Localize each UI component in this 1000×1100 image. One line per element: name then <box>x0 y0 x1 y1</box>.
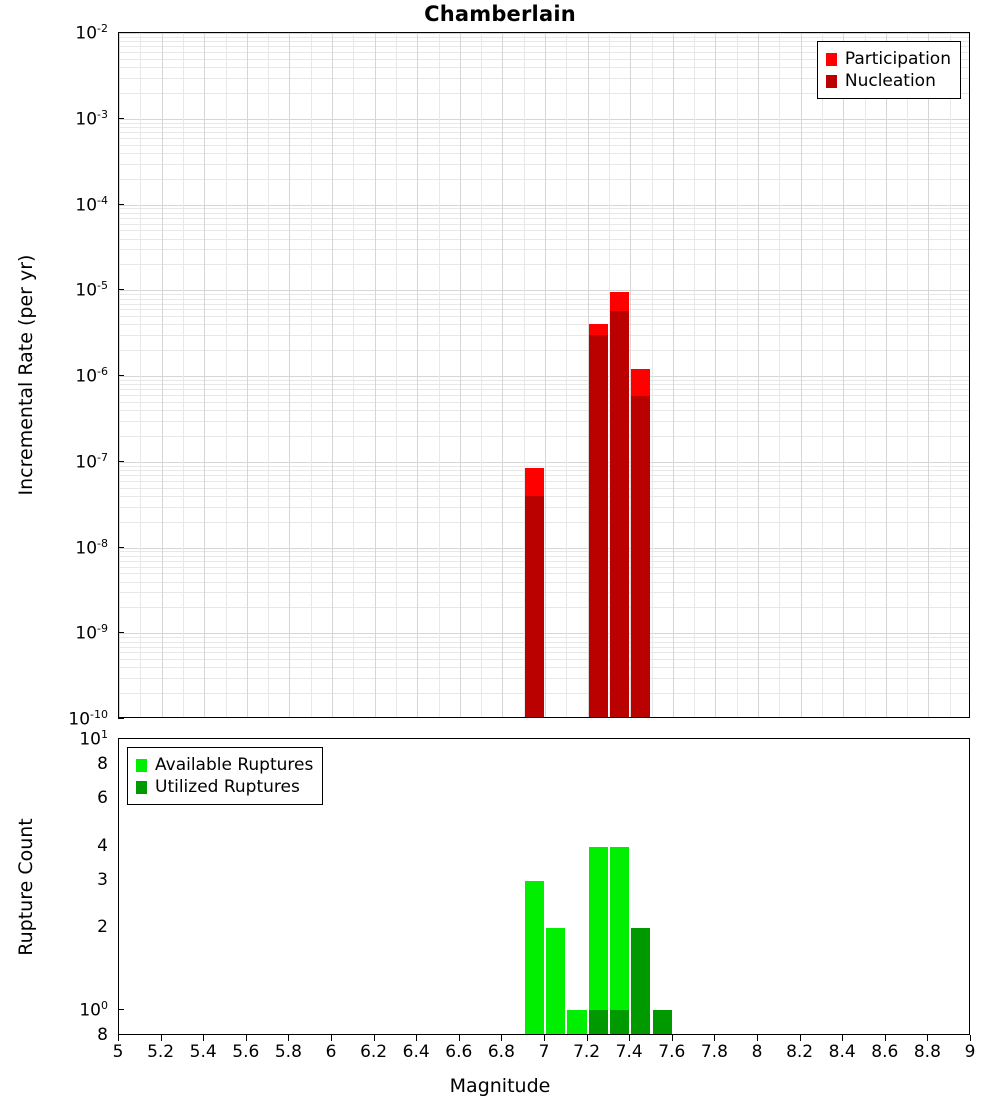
y-axis-tick-label: $10^{-5}$ <box>75 279 108 301</box>
y-axis-title-top: Incremental Rate (per yr) <box>15 254 37 496</box>
x-axis-tick-label: 6.2 <box>360 1042 388 1062</box>
x-axis-tickmark <box>672 1035 673 1041</box>
legend-item[interactable] <box>136 754 313 776</box>
legend-label: Participation <box>844 48 951 69</box>
bar <box>653 1010 672 1035</box>
y-axis-tick-label: 6 <box>97 788 108 809</box>
y-axis-tick-label: $10^{-4}$ <box>75 193 108 216</box>
x-axis-tickmark <box>842 1035 843 1041</box>
y-axis-tick-label: $10^{-10}$ <box>68 708 108 730</box>
x-axis-tickmark <box>416 1035 417 1041</box>
x-axis-tick-label: 5.4 <box>189 1042 217 1062</box>
bar <box>567 1010 586 1035</box>
x-axis-tick-label: 9 <box>964 1042 976 1062</box>
x-axis-tick-label: 6.8 <box>487 1042 515 1062</box>
x-axis-tick-label: 5.8 <box>274 1042 302 1062</box>
x-axis-tick-label: 6.4 <box>402 1042 430 1062</box>
bar <box>610 1010 629 1035</box>
legend-swatch-nucleation <box>826 75 837 88</box>
legend-label: Nucleation <box>844 70 936 91</box>
legend-item[interactable] <box>826 48 951 70</box>
x-axis-tickmark <box>288 1035 289 1041</box>
x-axis-tickmark <box>246 1035 247 1041</box>
bars-top <box>119 33 969 717</box>
x-axis-tick-label: 8.8 <box>913 1042 941 1062</box>
y-axis-tickmark <box>118 1009 124 1010</box>
legend-item[interactable] <box>136 776 313 798</box>
bar <box>589 847 608 1035</box>
x-axis-tick-label: 6 <box>325 1042 337 1062</box>
x-axis-tickmark <box>885 1035 886 1041</box>
x-axis-tick-label: 8 <box>751 1042 763 1062</box>
legend-swatch-participation <box>826 53 837 66</box>
bar <box>546 928 565 1035</box>
x-axis-tickmark <box>800 1035 801 1041</box>
legend-label: Available Ruptures <box>155 754 314 775</box>
x-axis-tickmark <box>161 1035 162 1041</box>
y-axis-tick-label: $10^{-9}$ <box>75 622 108 644</box>
x-axis-tickmark <box>544 1035 545 1041</box>
x-axis-tickmark <box>459 1035 460 1041</box>
y-axis-tick-label: 8 <box>97 754 108 775</box>
x-axis-tickmark <box>927 1035 928 1041</box>
y-axis-tickmark <box>118 118 124 119</box>
bar <box>631 396 650 718</box>
x-axis-tickmark <box>587 1035 588 1041</box>
x-axis-title: Magnitude <box>449 1075 551 1097</box>
x-axis-tickmark <box>629 1035 630 1041</box>
bar <box>525 496 544 718</box>
y-axis-tick-label: $10^{-6}$ <box>75 365 108 387</box>
legend-incremental-rate <box>817 41 961 99</box>
bar <box>631 928 650 1035</box>
y-axis-tick-label: 8 <box>97 1025 108 1045</box>
y-axis-tickmark <box>118 461 124 462</box>
legend-item[interactable] <box>826 70 951 92</box>
y-axis-tickmark <box>118 375 124 376</box>
x-axis-tick-label: 7.4 <box>615 1042 643 1062</box>
y-axis-tick-label: 4 <box>97 835 108 856</box>
y-axis-title-bottom: Rupture Count <box>15 817 37 956</box>
x-axis-tick-label: 8.2 <box>786 1042 814 1062</box>
y-axis-tickmark <box>118 738 124 739</box>
x-axis-tickmark <box>203 1035 204 1041</box>
y-axis-tickmark <box>118 718 124 719</box>
x-axis-tick-label: 7.8 <box>700 1042 728 1062</box>
page-title: Chamberlain <box>424 2 576 26</box>
y-axis-tick-label: $10^1$ <box>79 728 108 750</box>
x-axis-tick-label: 7 <box>538 1042 550 1062</box>
y-axis-tickmark <box>118 289 124 290</box>
x-axis-tick-label: 6.6 <box>445 1042 473 1062</box>
incremental-rate-plot <box>118 32 970 718</box>
bar <box>589 335 608 718</box>
y-axis-tick-label: $10^{-3}$ <box>75 107 108 130</box>
legend-rupture-count <box>127 747 323 805</box>
legend-swatch-available-ruptures <box>136 759 147 772</box>
y-axis-tickmark <box>118 204 124 205</box>
x-axis-tickmark <box>374 1035 375 1041</box>
bar <box>610 847 629 1035</box>
bar <box>610 311 629 718</box>
legend-label: Utilized Ruptures <box>155 776 300 797</box>
x-axis-tick-label: 5 <box>112 1042 124 1062</box>
x-axis-tickmark <box>757 1035 758 1041</box>
x-axis-tickmark <box>331 1035 332 1041</box>
y-axis-tick-label: $10^{-8}$ <box>75 536 108 559</box>
y-axis-tick-label: $10^{-7}$ <box>75 450 108 473</box>
y-axis-tick-label: $10^0$ <box>79 998 108 1021</box>
bar <box>589 1010 608 1035</box>
y-axis-tickmark <box>118 547 124 548</box>
bar <box>525 881 544 1035</box>
x-axis-tick-label: 8.4 <box>828 1042 856 1062</box>
y-axis-tickmark <box>118 32 124 33</box>
x-axis-tick-label: 7.6 <box>658 1042 686 1062</box>
x-axis-tickmark <box>501 1035 502 1041</box>
x-axis-tickmark <box>970 1035 971 1041</box>
x-axis-tick-label: 5.2 <box>147 1042 175 1062</box>
rupture-count-plot <box>118 738 970 1035</box>
x-axis-tick-label: 7.2 <box>573 1042 601 1062</box>
y-axis-tick-label: 3 <box>97 869 108 890</box>
x-axis-tickmark <box>714 1035 715 1041</box>
y-axis-tick-label: $10^{-2}$ <box>75 22 108 44</box>
y-axis-tick-label: 2 <box>97 917 108 938</box>
x-axis-tick-label: 5.6 <box>232 1042 260 1062</box>
legend-swatch-utilized-ruptures <box>136 781 147 794</box>
y-axis-tickmark <box>118 632 124 633</box>
x-axis-tickmark <box>118 1035 119 1041</box>
x-axis-tick-label: 8.6 <box>871 1042 899 1062</box>
